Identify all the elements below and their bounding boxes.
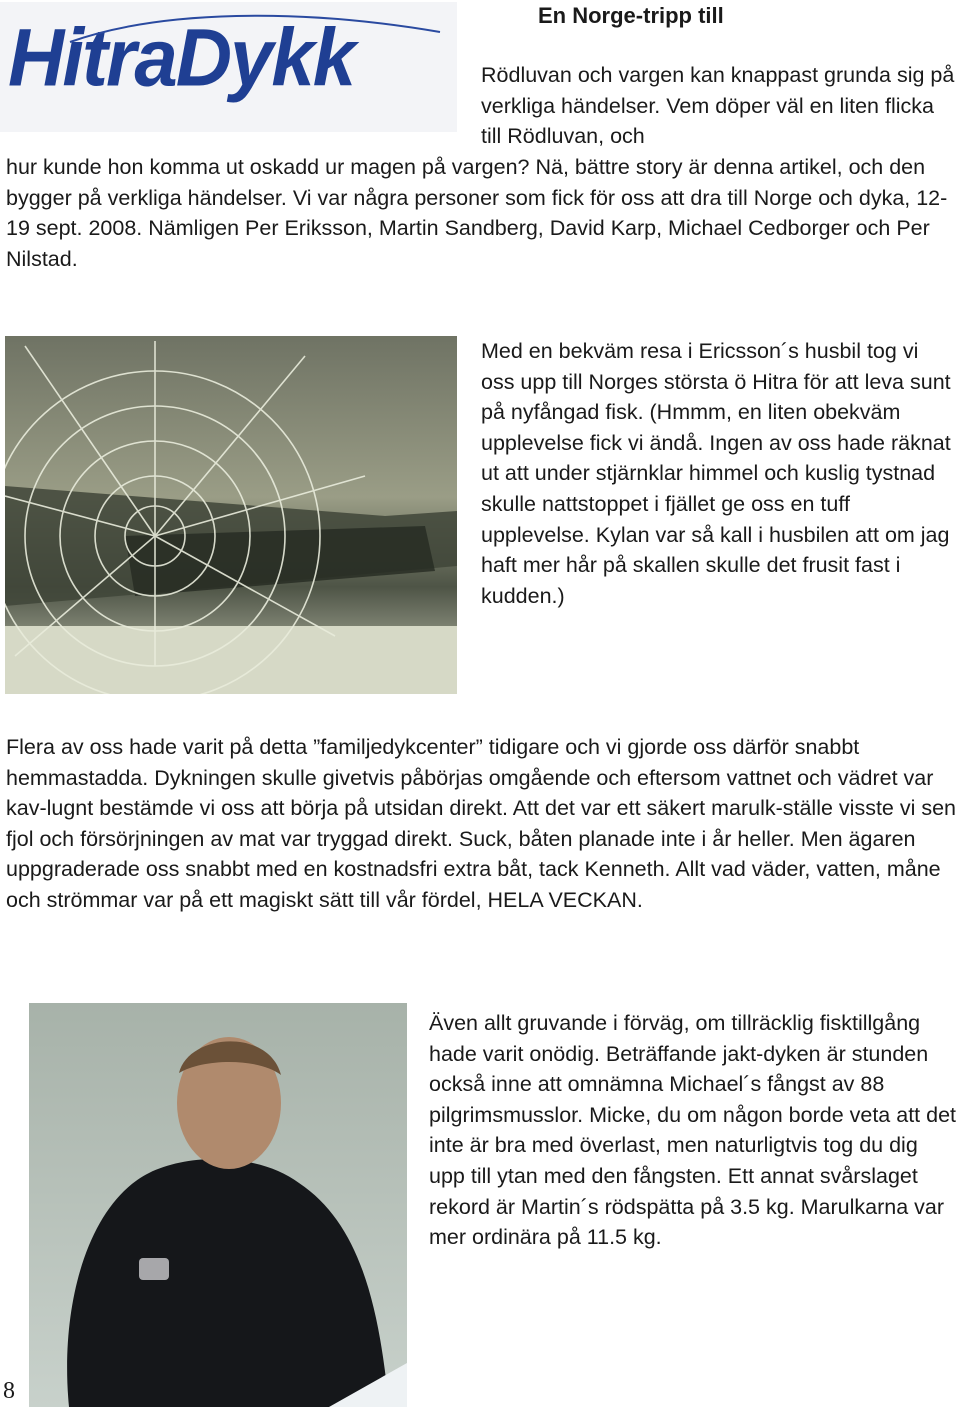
diver-portrait-photo xyxy=(29,1003,407,1407)
logo-wordmark: HitraDykk xyxy=(8,11,355,104)
spiderweb-photo xyxy=(5,336,457,694)
page-number: 8 xyxy=(3,1378,15,1404)
intro-paragraph-full: hur kunde hon komma ut oskadd ur magen på vargen? Nä, bättre story är denna artikel, och den bygger på verkliga händelser. Vi var några personer som fick för oss att dra till Norge och dyka, 12-19 sept. 2008. Nämligen Per Eriksson, Martin Sandberg, David Karp, Michael Cedborger och Per Nilstad. xyxy=(6,155,948,271)
dive-center-paragraph: Flera av oss hade varit på detta ”familjedykcenter” tidigare och vi gjorde oss därför snabbt hemmastadda. Dykningen skulle givetvis påbörjas omgående och eftersom vattnet och vädret var kav-lugnt bestämde vi oss att börja på utsidan direkt. Att det var ett säkert marulk-ställe visste vi sen fjol och försörjningen av mat var tryggad direkt. Suck, båten planade inte i år heller. Men ägaren uppgraderade oss snabbt med en kostnadsfri extra båt, tack Kenneth. Allt vad väder, vatten, måne och strömmar var på ett magiskt sätt till vår fördel, HELA VECKAN. xyxy=(6,735,957,912)
article-title: En Norge-tripp till xyxy=(538,3,724,28)
catch-paragraph: Även allt gruvande i förväg, om tillräcklig fisktillgång hade varit onödig. Beträffande jakt-dyken är stunden också inne att omnämna Michael´s fångst av 88 pilgrimsmusslor. Micke, du om någon borde veta att det inte är bra med överlast, men naturligtvis tog du dig upp till ytan med den fångsten. Ett annat svårslaget rekord är Martin´s rödspätta på 3.5 kg. Marulkarna var mer ordinära på 11.5 kg. xyxy=(429,1011,957,1250)
motorhome-paragraph: Med en bekväm resa i Ericsson´s husbil tog vi oss upp till Norges största ö Hitra för att leva sunt på nyfångad fisk. (Hmmm, en liten obekväm upplevelse fick vi ändå. Ingen av oss hade räknat ut att under stjärnklar himmel och kuslig tystnad skulle nattstoppet i fjället ge oss en tuff upplevelse. Kylan var så kall i husbilen att om jag haft mer hår på skallen skulle det frusit fast i kudden.) xyxy=(481,339,951,608)
hitradykk-logo xyxy=(0,2,457,132)
logo-swoosh xyxy=(0,2,457,132)
intro-paragraph-right: Rödluvan och vargen kan knappast grunda sig på verkliga händelser. Vem döper väl en liten flicka till Rödluvan, och xyxy=(481,63,955,149)
